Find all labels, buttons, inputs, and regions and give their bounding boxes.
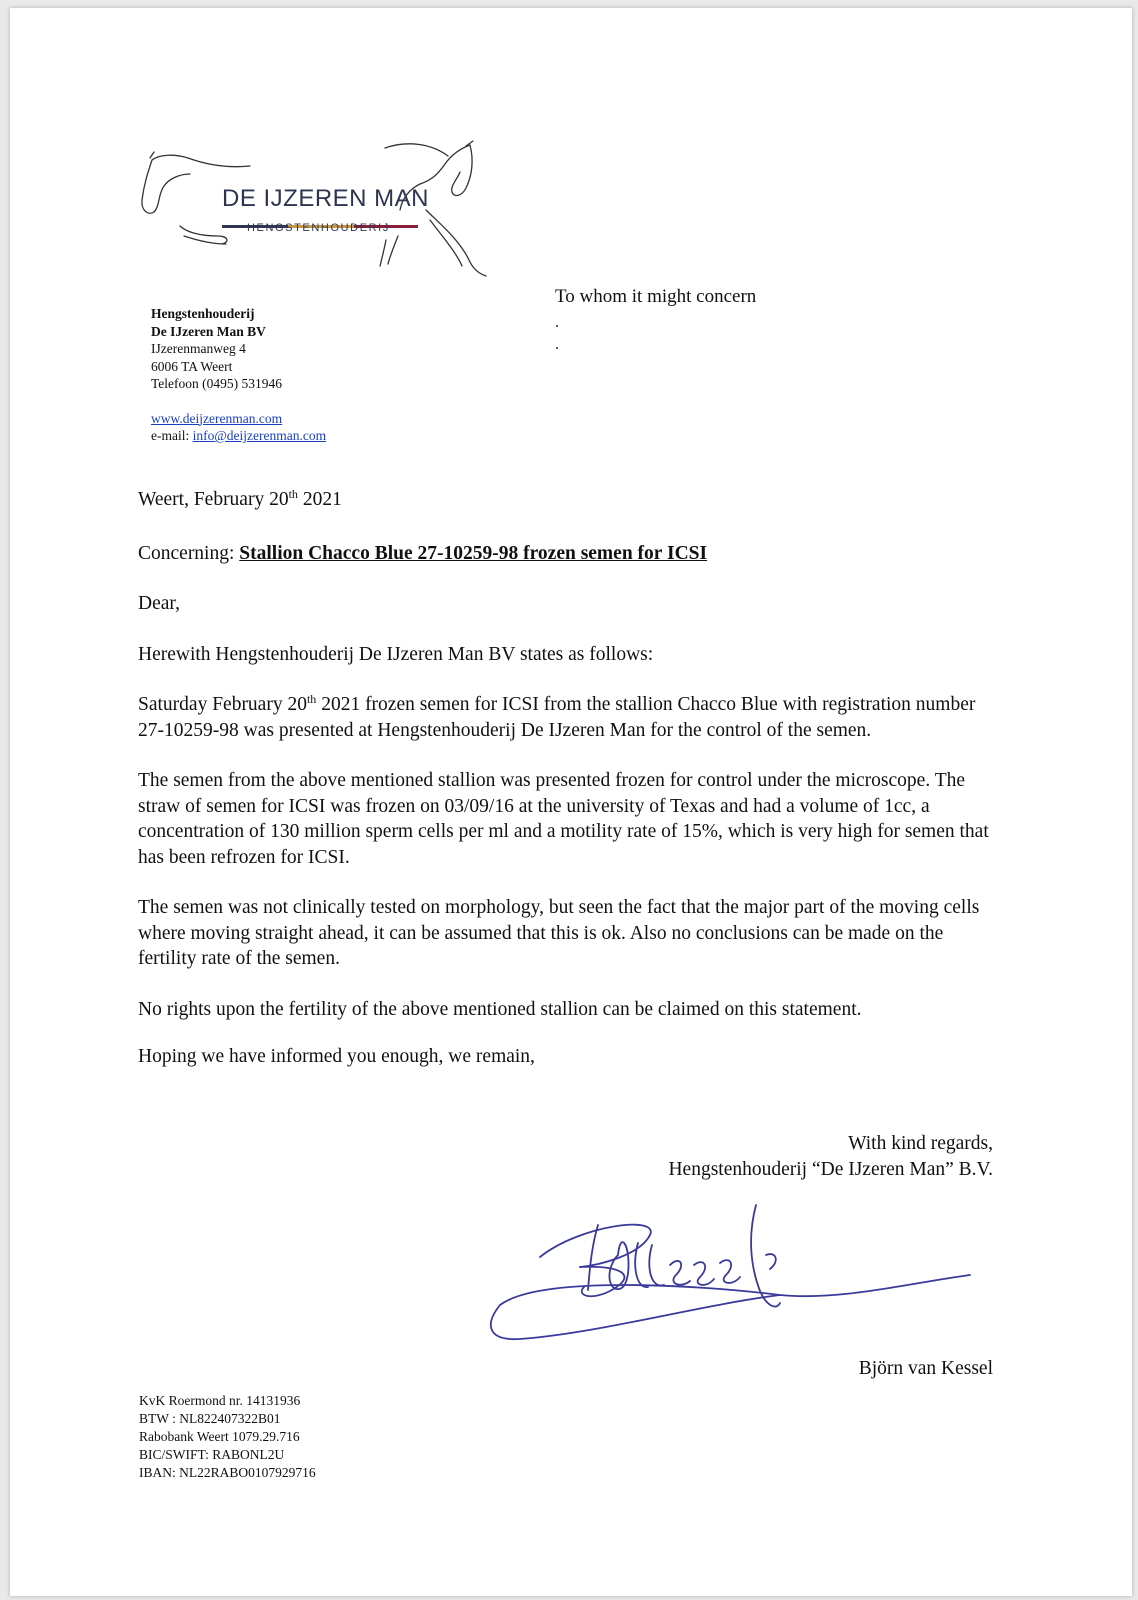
paragraph-3: The semen was not clinically tested on morphology, but seen the fact that the major part of the moving cells where moving straight ahead, it can be assumed that this is ok. Also no conclusions can be made on the fertility rate of the semen. — [138, 897, 980, 969]
footer-btw: BTW : NL822407322B01 — [139, 1411, 281, 1426]
sender-street: IJzerenmanweg 4 — [151, 341, 246, 356]
email-label: e-mail: — [151, 428, 193, 443]
email-link[interactable]: info@deijzerenman.com — [192, 428, 327, 443]
intro-paragraph: Herewith Hengstenhouderij De IJzeren Man BV states as follows: — [138, 643, 654, 665]
website-link[interactable]: www.deijzerenman.com — [151, 410, 283, 426]
closing-regards: With kind regards, — [848, 1133, 993, 1154]
footer-bank: Rabobank Weert 1079.29.716 — [139, 1429, 300, 1444]
closing-company: Hengstenhouderij “De IJzeren Man” B.V. — [668, 1159, 993, 1180]
signer-name: Björn van Kessel — [858, 1358, 993, 1379]
footer-bic: BIC/SWIFT: RABONL2U — [139, 1447, 285, 1462]
closing-block — [668, 1131, 993, 1183]
letter-date: Weert, February 20th 2021 — [138, 487, 342, 510]
sender-line2: De IJzeren Man BV — [151, 323, 266, 339]
logo-tagline: HENGSTENHOUDERIJ — [247, 222, 390, 234]
sender-line1: Hengstenhouderij — [151, 306, 255, 321]
recipient-line: To whom it might concern — [555, 286, 757, 307]
recipient-dot: . — [555, 336, 559, 353]
salutation: Dear, — [138, 593, 180, 614]
recipient-block — [555, 284, 756, 358]
recipient-dot: . — [555, 314, 559, 331]
company-registration-footer — [139, 1392, 316, 1482]
letter-subject: Concerning: Stallion Chacco Blue 27-10259-98 frozen semen for ICSI — [138, 542, 708, 564]
paragraph-4: No rights upon the fertility of the above mentioned stallion can be claimed on this statement. — [138, 998, 862, 1020]
sender-city: 6006 TA Weert — [151, 358, 233, 374]
footer-kvk: KvK Roermond nr. 14131936 — [139, 1393, 301, 1408]
sender-address — [151, 305, 326, 445]
paragraph-2: The semen from the above mentioned stallion was presented frozen for control under the microscope. The straw of semen for ICSI was frozen on 03/09/16 at the university of Texas and had a volume of 1cc, a concentration of 130 million sperm cells per ml and a motility rate of 15%, which is very high for semen that has been refrozen for ICSI. — [138, 770, 989, 868]
handwritten-signature — [480, 1195, 980, 1355]
paragraph-1: Saturday February 20th 2021 frozen semen for ICSI from the stallion Chacco Blue with registration number 27-10259-98 was presented at Hengstenhouderij De IJzeren Man for the control of the semen. — [138, 692, 976, 741]
logo-brand-name: DE IJZEREN MAN — [222, 185, 430, 212]
footer-iban: IBAN: NL22RABO0107929716 — [139, 1465, 316, 1480]
company-logo — [140, 140, 500, 290]
letter-body — [138, 487, 998, 1070]
sender-phone: Telefoon (0495) 531946 — [151, 376, 283, 391]
paragraph-5: Hoping we have informed you enough, we remain, — [138, 1046, 535, 1067]
logo-color-rule — [222, 215, 418, 218]
subject-text: Stallion Chacco Blue 27-10259-98 frozen semen for ICSI — [239, 542, 708, 564]
